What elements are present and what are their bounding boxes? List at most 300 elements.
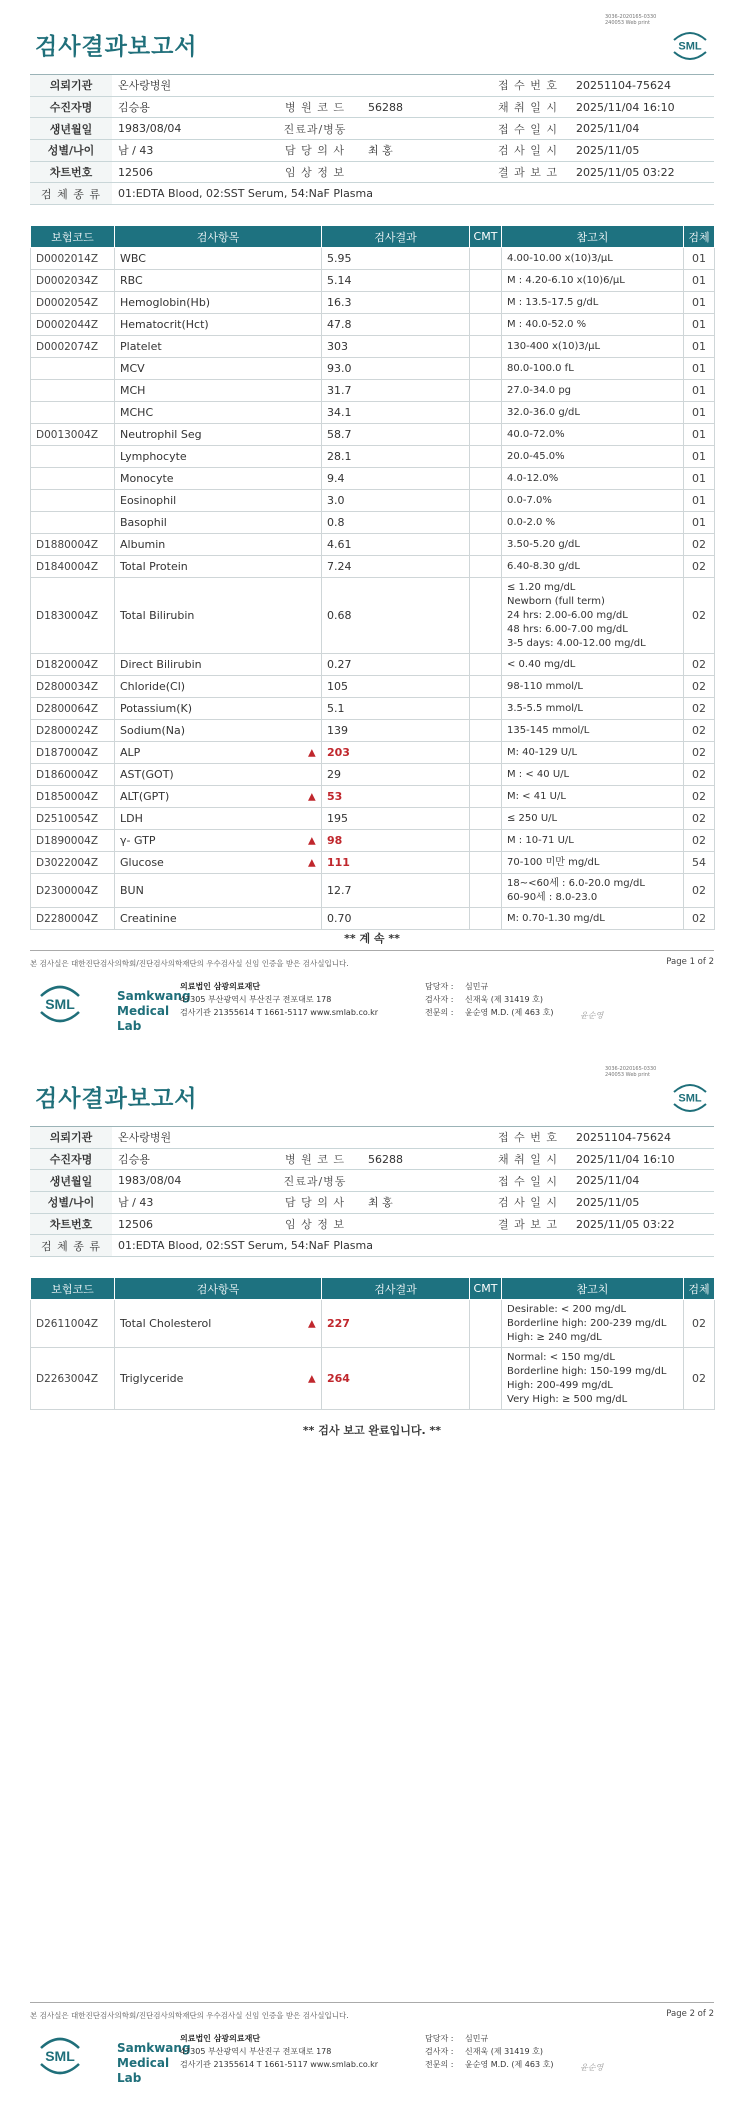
- reference-text: 3.5-5.5 mmol/L: [507, 702, 583, 714]
- result-value: 34.1: [327, 406, 352, 419]
- stamp-line: 240053 Web print: [605, 20, 650, 26]
- info-row: [30, 1170, 714, 1192]
- result-item-cell: MCH: [115, 380, 322, 402]
- staff-label: 전문의 :: [425, 1008, 454, 1017]
- reference-text: 4.00-10.00 x(10)3/μL: [507, 252, 613, 264]
- reference-text: 18~<60세 : 6.0-20.0 mg/dL 60-90세 : 8.0-23.0: [507, 877, 645, 903]
- result-code-cell: D1890004Z: [31, 830, 115, 852]
- result-cmt-cell: [470, 248, 502, 270]
- result-cmt-cell: [470, 698, 502, 720]
- result-code-cell: D3022004Z: [31, 852, 115, 874]
- result-specimen-cell: 01: [684, 270, 715, 292]
- info-label: 진료과/병동: [268, 118, 362, 140]
- institution-name: 의료법인 삼광의료재단: [180, 982, 261, 991]
- result-item-cell: BUN: [115, 874, 322, 908]
- result-specimen-cell: 02: [684, 654, 715, 676]
- result-cmt-cell: [470, 830, 502, 852]
- result-specimen-cell: 02: [684, 830, 715, 852]
- reference-text: ≤ 1.20 mg/dL Newborn (full term) 24 hrs: 2.00-6.00 mg/dL 48 hrs: 6.00-7.00 mg/dL 3-5 days: 4.00-12.00 mg/dL: [507, 581, 646, 649]
- info-label: 차트번호: [30, 161, 112, 183]
- result-value-cell: [308, 830, 470, 852]
- result-specimen-cell: 02: [684, 874, 715, 908]
- info-row: [30, 140, 714, 162]
- stamp-line: 3036-2020165-0330: [605, 14, 657, 20]
- reference-text: 6.40-8.30 g/dL: [507, 560, 580, 572]
- table-row: [31, 402, 715, 424]
- result-item-cell: Hematocrit(Hct): [115, 314, 322, 336]
- result-reference-cell: [502, 1300, 684, 1348]
- reference-text: 27.0-34.0 pg: [507, 384, 572, 396]
- reference-text: 32.0-36.0 g/dL: [507, 406, 580, 418]
- result-code-cell: D0002074Z: [31, 336, 115, 358]
- result-value: 264: [327, 1372, 350, 1385]
- result-reference-cell: [502, 556, 684, 578]
- result-item-cell: Glucose: [115, 852, 322, 874]
- result-code-cell: [31, 358, 115, 380]
- high-flag-icon: ▲: [308, 791, 316, 802]
- result-value: 105: [327, 680, 348, 693]
- result-specimen-cell: 54: [684, 852, 715, 874]
- result-value-cell: [322, 720, 470, 742]
- info-label: 검 체 종 류: [30, 183, 112, 205]
- result-specimen-cell: 02: [684, 786, 715, 808]
- patient-info-table: [30, 1126, 714, 1257]
- continued-label: ** 계 속 **: [344, 932, 400, 945]
- result-cmt-cell: [470, 676, 502, 698]
- result-code-cell: D1850004Z: [31, 786, 115, 808]
- table-row: [31, 490, 715, 512]
- result-cmt-cell: [470, 1348, 502, 1410]
- info-row: [30, 1148, 714, 1170]
- result-value-cell: [322, 512, 470, 534]
- info-label: 병 원 코 드: [268, 1148, 362, 1170]
- result-cmt-cell: [470, 654, 502, 676]
- info-label: 결 과 보 고: [486, 1213, 570, 1235]
- table-row: [31, 830, 715, 852]
- result-specimen-cell: 01: [684, 336, 715, 358]
- reference-text: M: < 41 U/L: [507, 790, 566, 802]
- result-cmt-cell: [470, 468, 502, 490]
- table-row: [31, 424, 715, 446]
- reference-text: 0.0-7.0%: [507, 494, 552, 506]
- result-value: 0.70: [327, 912, 352, 925]
- institution-address: 47305 부산광역시 부산진구 전포대로 178: [180, 2047, 332, 2056]
- result-value: 93.0: [327, 362, 352, 375]
- result-item-cell: AST(GOT): [115, 764, 322, 786]
- reference-text: 80.0-100.0 fL: [507, 362, 574, 374]
- reference-text: 20.0-45.0%: [507, 450, 565, 462]
- result-item-cell: Platelet: [115, 336, 322, 358]
- results-header-row: [31, 226, 715, 248]
- reference-text: 0.0-2.0 %: [507, 516, 556, 528]
- info-label: 접 수 번 호: [486, 75, 570, 97]
- table-row: [31, 468, 715, 490]
- reference-text: M : 40.0-52.0 %: [507, 318, 587, 330]
- result-specimen-cell: 01: [684, 292, 715, 314]
- reference-text: 98-110 mmol/L: [507, 680, 583, 692]
- result-reference-cell: [502, 786, 684, 808]
- sml-logo-icon: [670, 1080, 710, 1114]
- result-value-cell: [308, 786, 470, 808]
- sml-footer-logo-icon: [35, 2032, 85, 2080]
- result-reference-cell: [502, 808, 684, 830]
- result-value: 28.1: [327, 450, 352, 463]
- page-number: Page 1 of 2: [666, 957, 714, 967]
- result-value: 111: [327, 856, 350, 869]
- table-row: [31, 358, 715, 380]
- info-row: [30, 118, 714, 140]
- high-flag-icon: ▲: [308, 1373, 316, 1384]
- result-value-cell: [322, 764, 470, 786]
- info-value: 2025/11/04 16:10: [570, 96, 714, 118]
- result-reference-cell: [502, 512, 684, 534]
- info-row: [30, 1213, 714, 1235]
- result-reference-cell: [502, 314, 684, 336]
- info-value: 김승용: [112, 1148, 268, 1170]
- high-flag-icon: ▲: [308, 1318, 316, 1329]
- result-item-cell: MCHC: [115, 402, 322, 424]
- result-reference-cell: [502, 578, 684, 654]
- stamp-line: 240053 Web print: [605, 1072, 650, 1078]
- info-label: 생년월일: [30, 118, 112, 140]
- result-code-cell: D2300004Z: [31, 874, 115, 908]
- result-item-cell: Total Cholesterol: [115, 1300, 322, 1348]
- reference-text: 3.50-5.20 g/dL: [507, 538, 580, 550]
- result-value-cell: [322, 908, 470, 930]
- result-cmt-cell: [470, 534, 502, 556]
- result-value-cell: [308, 1300, 470, 1348]
- result-reference-cell: [502, 1348, 684, 1410]
- result-item-cell: WBC: [115, 248, 322, 270]
- result-value: 303: [327, 340, 348, 353]
- footer-divider: [30, 950, 714, 951]
- header-item: 검사항목: [115, 226, 322, 248]
- result-specimen-cell: 02: [684, 534, 715, 556]
- result-item-cell: RBC: [115, 270, 322, 292]
- result-value-cell: [322, 676, 470, 698]
- result-cmt-cell: [470, 556, 502, 578]
- result-reference-cell: [502, 720, 684, 742]
- staff-name: 신재욱 (제 31419 호): [465, 2047, 543, 2056]
- result-specimen-cell: 01: [684, 358, 715, 380]
- info-value: 온사랑병원: [112, 75, 486, 97]
- reference-text: M: 40-129 U/L: [507, 746, 578, 758]
- table-row: [31, 908, 715, 930]
- logo-text: SML: [678, 1092, 702, 1105]
- result-reference-cell: [502, 764, 684, 786]
- info-row: [30, 1235, 714, 1257]
- result-reference-cell: [502, 336, 684, 358]
- table-row: [31, 270, 715, 292]
- result-value: 29: [327, 768, 341, 781]
- info-label: 임 상 정 보: [268, 161, 362, 183]
- table-row: [31, 314, 715, 336]
- result-cmt-cell: [470, 786, 502, 808]
- result-reference-cell: [502, 424, 684, 446]
- header-code: 보험코드: [31, 1278, 115, 1300]
- signature: 윤순영: [580, 1011, 604, 1020]
- table-row: [31, 1348, 715, 1410]
- info-label: 채 취 일 시: [486, 96, 570, 118]
- table-row: [31, 512, 715, 534]
- staff-name: 윤순영 M.D. (제 463 호): [465, 2060, 554, 2069]
- table-row: [31, 786, 715, 808]
- page-title: 검사결과보고서: [35, 34, 198, 60]
- result-value-cell: [322, 424, 470, 446]
- result-value-cell: [322, 358, 470, 380]
- result-code-cell: [31, 446, 115, 468]
- info-value: 최 홍: [362, 1192, 486, 1214]
- staff-info: [425, 2032, 553, 2071]
- result-cmt-cell: [470, 742, 502, 764]
- result-code-cell: D2800034Z: [31, 676, 115, 698]
- result-reference-cell: [502, 490, 684, 512]
- table-row: [31, 534, 715, 556]
- result-specimen-cell: 01: [684, 446, 715, 468]
- result-cmt-cell: [470, 292, 502, 314]
- institution-address: 47305 부산광역시 부산진구 전포대로 178: [180, 995, 332, 1004]
- info-label: 담 당 의 사: [268, 1192, 362, 1214]
- result-cmt-cell: [470, 908, 502, 930]
- table-row: [31, 720, 715, 742]
- footer-logo: [35, 2032, 191, 2085]
- info-value: 2025/11/04 16:10: [570, 1148, 714, 1170]
- result-cmt-cell: [470, 424, 502, 446]
- result-specimen-cell: 01: [684, 248, 715, 270]
- result-value: 4.61: [327, 538, 352, 551]
- info-label: 병 원 코 드: [268, 96, 362, 118]
- result-item-cell: Basophil: [115, 512, 322, 534]
- result-reference-cell: [502, 270, 684, 292]
- result-cmt-cell: [470, 446, 502, 468]
- results-table: [30, 1277, 715, 1410]
- result-specimen-cell: 02: [684, 698, 715, 720]
- logo-text: SML: [45, 2048, 75, 2064]
- result-code-cell: D2800064Z: [31, 698, 115, 720]
- result-reference-cell: [502, 358, 684, 380]
- result-code-cell: [31, 380, 115, 402]
- info-value: 2025/11/05: [570, 1192, 714, 1214]
- result-reference-cell: [502, 742, 684, 764]
- result-item-cell: Chloride(Cl): [115, 676, 322, 698]
- info-label: 담 당 의 사: [268, 140, 362, 162]
- reference-text: 40.0-72.0%: [507, 428, 565, 440]
- result-item-cell: MCV: [115, 358, 322, 380]
- info-value: 1983/08/04: [112, 118, 268, 140]
- info-label: 결 과 보 고: [486, 161, 570, 183]
- result-value-cell: [322, 468, 470, 490]
- result-value: 16.3: [327, 296, 352, 309]
- result-value-cell: [322, 556, 470, 578]
- info-label: 접 수 일 시: [486, 118, 570, 140]
- result-item-cell: Total Bilirubin: [115, 578, 322, 654]
- result-value: 195: [327, 812, 348, 825]
- table-row: [31, 248, 715, 270]
- reference-text: 4.0-12.0%: [507, 472, 559, 484]
- staff-label: 전문의 :: [425, 2060, 454, 2069]
- info-label: 수진자명: [30, 1148, 112, 1170]
- info-value: [362, 161, 486, 183]
- result-code-cell: D2263004Z: [31, 1348, 115, 1410]
- result-item-cell: Hemoglobin(Hb): [115, 292, 322, 314]
- result-specimen-cell: 02: [684, 1348, 715, 1410]
- result-specimen-cell: 01: [684, 424, 715, 446]
- result-value-cell: [322, 380, 470, 402]
- info-value: 2025/11/04: [570, 118, 714, 140]
- table-row: [31, 292, 715, 314]
- result-item-cell: ALP: [115, 742, 322, 764]
- info-value: [362, 1170, 486, 1192]
- result-value: 5.95: [327, 252, 352, 265]
- result-code-cell: D1870004Z: [31, 742, 115, 764]
- result-cmt-cell: [470, 764, 502, 786]
- result-item-cell: Albumin: [115, 534, 322, 556]
- result-cmt-cell: [470, 720, 502, 742]
- result-value: 227: [327, 1317, 350, 1330]
- logo-line: Medical Lab: [117, 2056, 170, 2085]
- info-label: 의뢰기관: [30, 1127, 112, 1149]
- result-item-cell: Neutrophil Seg: [115, 424, 322, 446]
- result-value-cell: [322, 402, 470, 424]
- result-value: 0.27: [327, 658, 352, 671]
- high-flag-icon: ▲: [308, 835, 316, 846]
- table-row: [31, 874, 715, 908]
- info-label: 진료과/병동: [268, 1170, 362, 1192]
- result-value-cell: [308, 742, 470, 764]
- result-value: 0.68: [327, 609, 352, 622]
- result-specimen-cell: 02: [684, 556, 715, 578]
- header-result: 검사결과: [322, 1278, 470, 1300]
- info-label: 성별/나이: [30, 1192, 112, 1214]
- result-cmt-cell: [470, 336, 502, 358]
- result-value: 9.4: [327, 472, 345, 485]
- info-label: 의뢰기관: [30, 75, 112, 97]
- logo-line: Samkwang: [117, 2041, 191, 2055]
- result-reference-cell: [502, 292, 684, 314]
- result-value-cell: [322, 270, 470, 292]
- info-label: 검 사 일 시: [486, 140, 570, 162]
- table-row: [31, 654, 715, 676]
- result-value: 3.0: [327, 494, 345, 507]
- result-value: 5.14: [327, 274, 352, 287]
- info-value: 남 / 43: [112, 1192, 268, 1214]
- result-item-cell: Sodium(Na): [115, 720, 322, 742]
- result-specimen-cell: 01: [684, 314, 715, 336]
- result-specimen-cell: 02: [684, 908, 715, 930]
- result-code-cell: D2800024Z: [31, 720, 115, 742]
- info-label: 임 상 정 보: [268, 1213, 362, 1235]
- reference-text: Normal: < 150 mg/dL Borderline high: 150-199 mg/dL High: 200-499 mg/dL Very High: ≥ 500 mg/dL: [507, 1351, 667, 1405]
- result-reference-cell: [502, 380, 684, 402]
- result-value-cell: [322, 314, 470, 336]
- result-reference-cell: [502, 248, 684, 270]
- result-code-cell: [31, 402, 115, 424]
- info-value: 최 홍: [362, 140, 486, 162]
- info-label: 수진자명: [30, 96, 112, 118]
- result-value-cell: [322, 808, 470, 830]
- institution-contact: 검사기관 21355614 T 1661-5117 www.smlab.co.kr: [180, 2060, 379, 2069]
- institution-name: 의료법인 삼광의료재단: [180, 2034, 261, 2043]
- staff-name: 심민규: [465, 982, 489, 991]
- result-reference-cell: [502, 874, 684, 908]
- result-item-cell: Creatinine: [115, 908, 322, 930]
- result-item-cell: Monocyte: [115, 468, 322, 490]
- result-value: 53: [327, 790, 343, 803]
- results-header-row: [31, 1278, 715, 1300]
- reference-text: Desirable: < 200 mg/dL Borderline high: 200-239 mg/dL High: ≥ 240 mg/dL: [507, 1303, 667, 1343]
- result-code-cell: D0002054Z: [31, 292, 115, 314]
- result-reference-cell: [502, 534, 684, 556]
- result-specimen-cell: 02: [684, 578, 715, 654]
- result-item-cell: Potassium(K): [115, 698, 322, 720]
- info-value: [362, 118, 486, 140]
- result-item-cell: ALT(GPT): [115, 786, 322, 808]
- print-stamp: [605, 1066, 656, 1078]
- info-value: 12506: [112, 161, 268, 183]
- result-specimen-cell: 01: [684, 490, 715, 512]
- result-cmt-cell: [470, 1300, 502, 1348]
- footer-divider: [30, 2002, 714, 2003]
- result-code-cell: D1830004Z: [31, 578, 115, 654]
- result-value: 47.8: [327, 318, 352, 331]
- info-value: 20251104-75624: [570, 1127, 714, 1149]
- result-specimen-cell: 02: [684, 676, 715, 698]
- page-title: 검사결과보고서: [35, 1086, 198, 1112]
- result-code-cell: [31, 490, 115, 512]
- info-value: 2025/11/05: [570, 140, 714, 162]
- result-reference-cell: [502, 830, 684, 852]
- result-item-cell: LDH: [115, 808, 322, 830]
- info-label: 채 취 일 시: [486, 1148, 570, 1170]
- result-cmt-cell: [470, 358, 502, 380]
- result-specimen-cell: 02: [684, 742, 715, 764]
- info-label: 검 사 일 시: [486, 1192, 570, 1214]
- result-specimen-cell: 01: [684, 380, 715, 402]
- result-code-cell: [31, 468, 115, 490]
- header-cmt: CMT: [470, 1278, 502, 1300]
- result-code-cell: D0013004Z: [31, 424, 115, 446]
- result-reference-cell: [502, 852, 684, 874]
- table-row: [31, 808, 715, 830]
- header-specimen: 검체: [684, 226, 715, 248]
- info-value: 2025/11/05 03:22: [570, 161, 714, 183]
- info-label: 생년월일: [30, 1170, 112, 1192]
- reference-text: M : 10-71 U/L: [507, 834, 574, 846]
- result-cmt-cell: [470, 808, 502, 830]
- reference-text: M : 4.20-6.10 x(10)6/μL: [507, 274, 625, 286]
- header-specimen: 검체: [684, 1278, 715, 1300]
- reference-text: M : < 40 U/L: [507, 768, 570, 780]
- staff-info: [425, 980, 553, 1019]
- logo-text: SML: [678, 40, 702, 53]
- sml-footer-logo-icon: [35, 980, 85, 1028]
- staff-label: 검사자 :: [425, 2047, 454, 2056]
- high-flag-icon: ▲: [308, 857, 316, 868]
- reference-text: 130-400 x(10)3/μL: [507, 340, 601, 352]
- info-value: 온사랑병원: [112, 1127, 486, 1149]
- info-value: 12506: [112, 1213, 268, 1235]
- reference-text: M : 13.5-17.5 g/dL: [507, 296, 599, 308]
- info-row: [30, 161, 714, 183]
- result-reference-cell: [502, 402, 684, 424]
- info-value: 김승용: [112, 96, 268, 118]
- results-table: [30, 225, 715, 930]
- staff-name: 윤순영 M.D. (제 463 호): [465, 1008, 554, 1017]
- table-row: [31, 1300, 715, 1348]
- result-code-cell: D1880004Z: [31, 534, 115, 556]
- result-value-cell: [322, 698, 470, 720]
- reference-text: ≤ 250 U/L: [507, 812, 558, 824]
